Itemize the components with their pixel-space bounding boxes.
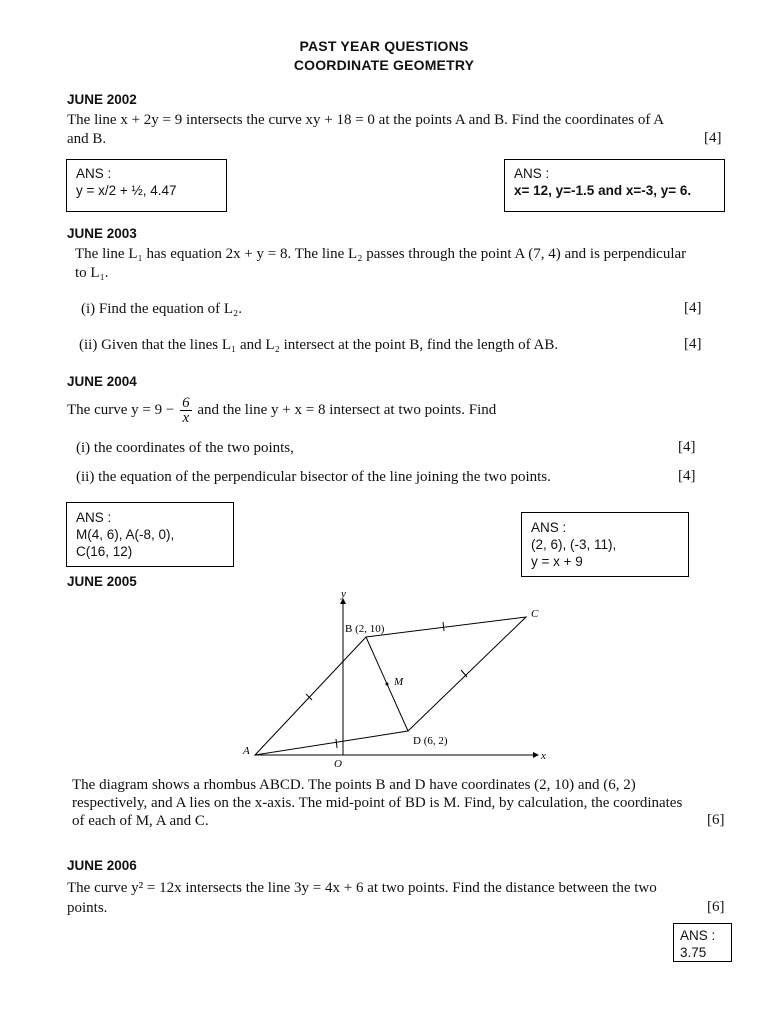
fraction-denominator: x bbox=[182, 410, 190, 426]
midpoint-m-dot bbox=[386, 683, 389, 686]
answer-value: 3.75 bbox=[680, 945, 707, 960]
q2005-text-line1: The diagram shows a rhombus ABCD. The points B and D have coordinates (2, 10) and (6, 2) bbox=[72, 777, 636, 793]
fraction-numerator: 6 bbox=[182, 395, 190, 411]
label-point-c: C bbox=[531, 608, 539, 620]
q2004-part-ii: (ii) the equation of the perpendicular bisector of the line joining the two points. bbox=[76, 469, 551, 485]
page-subtitle: COORDINATE GEOMETRY bbox=[293, 57, 475, 73]
label-midpoint-m: M bbox=[394, 676, 404, 688]
answer-line1: (2, 6), (-3, 11), bbox=[531, 537, 617, 552]
q2006-text-line2: points. bbox=[67, 900, 108, 916]
label-point-b: B (2, 10) bbox=[345, 623, 385, 635]
q2005-marks: [6] bbox=[707, 812, 725, 828]
q2002-marks: [4] bbox=[704, 130, 722, 146]
q2004-stem-post: and the line y + x = 8 intersect at two points. Find bbox=[197, 401, 497, 418]
tick-bc bbox=[443, 622, 444, 631]
rhombus-abcd bbox=[255, 617, 526, 755]
answer-value: x= 12, y=-1.5 and x=-3, y= 6. bbox=[514, 183, 692, 198]
label-origin: O bbox=[334, 758, 342, 770]
q2005-text-line2: respectively, and A lies on the x-axis. The mid-point of BD is M. Find, by calculation, the coordinates bbox=[72, 795, 683, 811]
x-axis-arrow bbox=[533, 752, 539, 758]
answer-line2: y = x + 9 bbox=[531, 554, 583, 569]
q2004-part-ii-marks: [4] bbox=[678, 468, 696, 484]
heading-june-2005: JUNE 2005 bbox=[67, 574, 137, 589]
heading-june-2004: JUNE 2004 bbox=[67, 374, 137, 389]
q2005-text-line3: of each of M, A and C. bbox=[72, 813, 209, 829]
q2003-part-i-marks: [4] bbox=[684, 300, 702, 316]
tick-da bbox=[336, 739, 337, 748]
label-point-a: A bbox=[243, 745, 250, 757]
answer-line1: M(4, 6), A(-8, 0), bbox=[76, 527, 175, 542]
answer-label: ANS : bbox=[76, 510, 112, 525]
q2003-text-line1: The line L₁ has equation 2x + y = 8. The line L₂ passes through the point A (7, 4) and is perpendicular bbox=[75, 246, 687, 262]
q2003-part-i: (i) Find the equation of L₂. bbox=[81, 301, 243, 317]
heading-june-2003: JUNE 2003 bbox=[67, 226, 137, 241]
q2006-marks: [6] bbox=[707, 899, 725, 915]
tick-cd bbox=[461, 670, 467, 677]
q2002-text-line2: and B. bbox=[67, 131, 107, 147]
q2006-text-line1: The curve y² = 12x intersects the line 3y = 4x + 6 at two points. Find the distance between the two bbox=[67, 880, 657, 896]
q2004-part-i-marks: [4] bbox=[678, 439, 696, 455]
page-title: PAST YEAR QUESTIONS bbox=[299, 38, 469, 54]
q2002-text-line1: The line x + 2y = 9 intersects the curve xy + 18 = 0 at the points A and B. Find the coordinates of A bbox=[67, 112, 665, 128]
answer-value: y = x/2 + ½, 4.47 bbox=[76, 183, 177, 198]
answer-label: ANS : bbox=[514, 166, 550, 181]
q2006-answer-box bbox=[673, 923, 732, 962]
label-y-axis: y bbox=[341, 588, 346, 600]
q2004-stem-pre: The curve y = 9 − bbox=[67, 401, 175, 418]
answer-label: ANS : bbox=[680, 928, 716, 943]
label-x-axis: x bbox=[541, 750, 546, 762]
label-point-d: D (6, 2) bbox=[413, 735, 448, 747]
answer-label: ANS : bbox=[531, 520, 567, 535]
heading-june-2002: JUNE 2002 bbox=[67, 92, 137, 107]
answer-label: ANS : bbox=[76, 166, 112, 181]
q2003-part-ii-marks: [4] bbox=[684, 336, 702, 352]
q2003-part-ii: (ii) Given that the lines L₁ and L₂ intersect at the point B, find the length of AB. bbox=[79, 337, 559, 353]
q2004-part-i: (i) the coordinates of the two points, bbox=[76, 440, 294, 456]
q2003-text-line2: to L₁. bbox=[75, 265, 109, 281]
heading-june-2006: JUNE 2006 bbox=[67, 858, 137, 873]
answer-line2: C(16, 12) bbox=[76, 544, 133, 559]
